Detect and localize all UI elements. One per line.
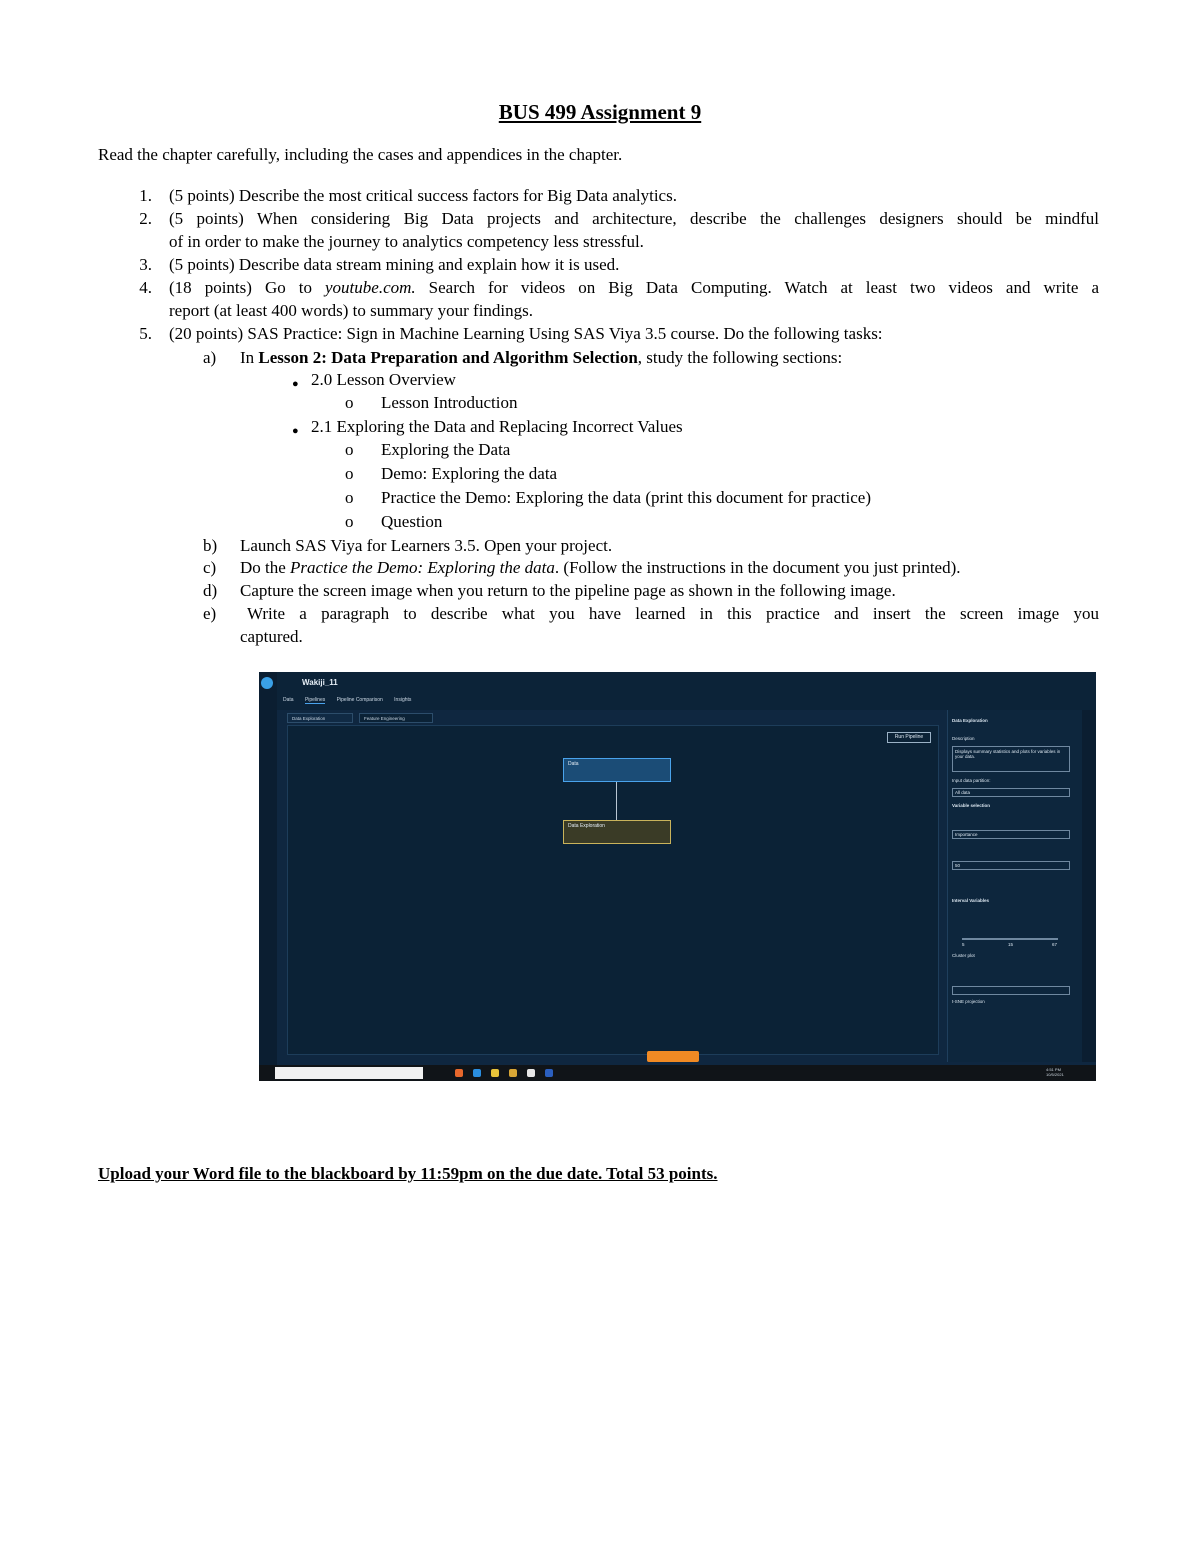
panel-input-label: Input data partition: (952, 778, 991, 783)
sas-viya-screenshot (259, 672, 1096, 1081)
interval-variables-header[interactable]: Interval Variables (952, 898, 990, 903)
node-connector (616, 782, 617, 820)
taskbar-clock: 4:51 PM 10/5/2021 (1046, 1067, 1064, 1077)
tab-pipelines[interactable]: Pipelines (304, 697, 326, 703)
chrome-icon[interactable] (491, 1069, 499, 1077)
top-bar (277, 672, 1096, 710)
project-tabs (283, 697, 421, 703)
data-node[interactable]: Data (563, 758, 671, 782)
panel-description-label: Description (952, 736, 975, 741)
list-item-4-line-2: report (at least 400 words) to summary your findings. (169, 301, 534, 320)
file-explorer-icon[interactable] (509, 1069, 517, 1077)
windows-taskbar (259, 1065, 1096, 1081)
panel-description[interactable]: Displays summary statistics and plots for variables in your data. (952, 746, 1070, 772)
document-title: BUS 499 Assignment 9 (498, 100, 702, 124)
taskbar-search-input[interactable] (275, 1067, 423, 1079)
subtab-data-exploration[interactable]: Data Exploration (287, 713, 353, 723)
lesson-title: Lesson 2: Data Preparation and Algorithm Selection (258, 348, 638, 367)
firefox-icon[interactable] (455, 1069, 463, 1077)
properties-panel: Data Exploration Description Displays summary statistics and plots for variables in your data. Input data partition: All data Variable selection Importance 50 Interval Variables 5 15 67 Cluster plot t-SNE projection (947, 710, 1082, 1062)
cluster-plot-checkbox[interactable]: Cluster plot (952, 953, 975, 958)
left-rail (259, 672, 277, 1065)
store-icon[interactable] (527, 1069, 535, 1077)
right-rail (1082, 710, 1096, 1062)
tab-data[interactable]: Data (283, 697, 294, 703)
max-variables-input[interactable]: 50 (952, 861, 1070, 870)
variable-selection-header[interactable]: Variable selection (952, 803, 991, 808)
data-exploration-node[interactable]: Data Exploration (563, 820, 671, 844)
tsne-checkbox[interactable]: t-SNE projection (952, 999, 985, 1004)
edge-icon[interactable] (473, 1069, 481, 1077)
run-pipeline-button[interactable]: Run Pipeline (887, 732, 931, 743)
help-buttons[interactable] (647, 1051, 699, 1062)
app-logo-icon (261, 677, 273, 689)
variable-selection-select[interactable]: Importance (952, 830, 1070, 839)
project-name: Wakiji_11 (302, 678, 338, 687)
practice-title: Practice the Demo: Exploring the data (290, 558, 555, 577)
youtube-link-text: youtube.com. (325, 278, 416, 297)
footer-instruction: Upload your Word file to the blackboard by 11:59pm on the due date. Total 53 points. (98, 1164, 718, 1183)
input-partition-select[interactable]: All data (952, 788, 1070, 797)
intro-text: Read the chapter carefully, including the cases and appendices in the chapter. (98, 145, 623, 164)
tab-pipeline-comparison[interactable]: Pipeline Comparison (336, 697, 383, 703)
cluster-input[interactable] (952, 986, 1070, 995)
document-page: BUS 499 Assignment 9 Read the chapter carefully, including the cases and appendices in the chapter. 1. (5 points) Describe the most critical success factors for Big Data analytics. 2. (5 points) When considering Big Data projects and architecture, describe the challenges designers should be mindful of in order to make the journey to analytics competency less stressful. 3. (5 points) Describe data stream mining and explain how it is used. 4. (18 points) Go to youtube.com. Search for videos on Big Data Computing. Watch at least two videos and write a report (at least 400 words) to summary your findings. 5. (20 points) SAS Practice: Sign in Machine Learning Using SAS Viya 3.5 course. Do the following tasks: a) In Lesson 2: Data Preparation and Algorithm Selection, study the following sections: ● 2.0 Lesson Overview o Lesson Introduction ● 2.1 Exploring the Data and Replacing Incorrect Values o Exploring the Data o Demo: Exploring the data o Practice the Demo: Exploring the data (print this document for practice) o Question b) Launch SAS Viya for Learners 3.5. Open your project. c) Do the Practice the Demo: Exploring the data. (Follow the instructions in the document you just printed). d) Capture the screen image when you return to the pipeline page as shown in the following image. e) Write a paragraph to describe what you have learned in this practice and insert the screen image you captured. Wakiji_11 Data Pipelines Pipeline Comparison Insights Data Exploration Feature Engineering Run Pipeline Data Data Exploration Data Exploration Description Displays summary statistics and plots for variables in your data. Input data partition: All data Variable selection Importance 50 Interval Variables 5 15 67 Cluster plot t-SNE projection 4:51 PM 10/5/2021 Upload your Word file to the blackboard by 11:59pm on the due date. Total 53 points. (0, 0, 1200, 1553)
tab-insights[interactable]: Insights (394, 697, 412, 703)
panel-title: Data Exploration (952, 718, 988, 723)
list-item-2-line-2: of in order to make the journey to analytics competency less stressful. (169, 232, 644, 251)
word-icon[interactable] (545, 1069, 553, 1077)
cluster-slider[interactable] (962, 938, 1058, 940)
sub-item-e-line-2: captured. (240, 627, 303, 646)
pipeline-subtabs (279, 713, 439, 723)
subtab-feature-engineering[interactable]: Feature Engineering (359, 713, 433, 723)
